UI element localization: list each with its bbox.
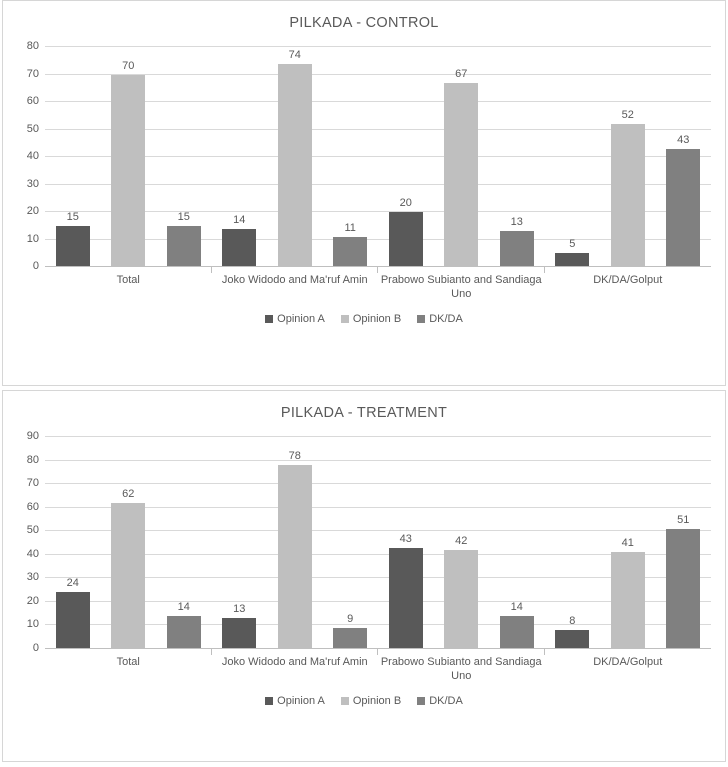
bar-slot [156,437,211,649]
bar-slot [434,47,489,267]
bar-value-label: 13 [510,216,523,229]
bar-group [212,47,379,267]
bar-group [378,47,545,267]
bar-slot [45,47,100,267]
bar-slot [212,437,267,649]
y-axis-tick-label: 80 [26,40,39,52]
bar-slot [156,47,211,267]
bar-group [212,437,379,649]
bar [666,133,700,267]
y-axis-tick-label: 20 [26,594,39,607]
x-axis-line [45,266,711,267]
legend-swatch-icon [417,697,425,705]
bar [167,210,201,267]
category-labels-treatment [45,651,711,689]
bar-slot [489,437,544,649]
bar [611,537,645,649]
y-axis-tick-label: 50 [26,122,39,135]
bar-slot [489,47,544,267]
bar-group [45,437,212,649]
bar [111,59,145,268]
bar-groups-control [45,47,711,267]
legend-label: Opinion A [277,313,325,325]
x-axis-line [45,648,711,649]
category-label: Prabowo Subianto and Sandiaga Uno [380,656,542,682]
bar-slot [434,437,489,649]
plot-area-control [3,37,725,307]
y-axis-tick-label: 90 [26,430,39,442]
bar-value-label: 9 [347,612,354,625]
y-axis-tick-label: 40 [26,150,39,162]
bar-slot [655,47,710,267]
bar-slot [600,47,655,267]
category-label: Total [116,656,140,668]
bar-groups-treatment [45,437,711,649]
category-label: Joko Widodo and Ma'ruf Amin [221,656,368,668]
y-axis-tick-label: 30 [26,177,39,190]
category-label: DK/DA/Golput [593,656,663,668]
bar [555,615,589,649]
y-axis-tick-label: 10 [26,618,39,631]
bar [444,67,478,267]
bar [278,48,312,268]
y-axis-tick-label: 60 [26,95,39,107]
bar-value-label: 52 [621,109,634,121]
bar-value-label: 11 [344,221,356,234]
bar [500,601,534,649]
legend-label: DK/DA [429,695,463,707]
legend-item[interactable] [341,313,401,325]
y-axis-tick-label: 30 [26,571,39,584]
bar [167,601,201,649]
chart-title-treatment: PILKADA - TREATMENT [280,405,448,421]
bar [333,612,367,649]
legend-control [3,313,725,325]
bar-slot [267,47,322,267]
bar-value-label: 70 [122,59,135,72]
bar-value-label: 14 [233,213,246,226]
y-axis-tick-label: 10 [26,232,39,245]
chart-card-control [2,0,726,386]
bar [611,109,645,267]
legend-item[interactable] [265,695,325,707]
bar [389,532,423,649]
bar-group [545,437,712,649]
y-axis-tick-label: 70 [26,67,39,80]
bar-slot [45,437,100,649]
category-label: Total [116,274,140,286]
y-axis-tick-label: 80 [26,453,39,466]
y-axis-tick-label: 0 [32,260,39,272]
category-label: DK/DA/Golput [593,274,663,286]
category-label: Prabowo Subianto and Sandiaga Uno [380,274,542,300]
bar-slot [545,47,600,267]
bar [444,535,478,649]
legend-item[interactable] [265,313,325,325]
bar-slot [101,47,156,267]
bar-slot [322,47,377,267]
bar-slot [322,437,377,649]
bar-value-label: 14 [510,601,523,614]
legend-label: Opinion B [352,695,402,707]
bar-slot [378,47,433,267]
y-axis-tick-label: 70 [26,477,39,490]
legend-swatch-icon [265,697,273,705]
bar-group [378,437,545,649]
y-axis-tick-label: 20 [26,205,39,217]
bar-value-label: 41 [621,537,634,550]
bar [56,577,90,649]
bar [500,216,534,267]
plot-area-treatment [3,427,725,689]
bar-slot [378,437,433,649]
bar [56,210,90,267]
bar-value-label: 5 [569,238,576,251]
bar-value-label: 14 [177,601,190,614]
y-axis-tick-label: 50 [26,524,39,537]
bar-value-label: 43 [677,133,690,146]
legend-treatment [3,695,725,707]
bar-value-label: 24 [66,577,79,590]
bar [278,450,312,649]
axis-area-treatment [26,430,711,654]
bar-value-label: 51 [677,513,690,526]
category-label: Joko Widodo and Ma'ruf Amin [221,274,368,286]
bar-value-label: 67 [455,67,468,80]
bar-value-label: 15 [177,210,190,223]
legend-item[interactable] [417,695,463,707]
legend-label: DK/DA [429,313,463,325]
bar [389,197,423,267]
bar [111,487,145,649]
bar-slot [212,47,267,267]
bar-slot [545,437,600,649]
bar-value-label: 43 [399,532,412,545]
bar-value-label: 42 [455,535,468,548]
legend-swatch-icon [341,315,349,323]
bar-value-label: 8 [569,615,576,628]
bar-group [45,47,212,267]
bar-slot [655,437,710,649]
bar [555,238,589,267]
category-labels-control [45,269,711,307]
bar-slot [101,437,156,649]
legend-swatch-icon [417,315,425,323]
y-axis-tick-label: 40 [26,547,39,560]
bar-slot [267,437,322,649]
bar [222,213,256,268]
legend-label: Opinion A [277,695,325,707]
legend-swatch-icon [265,315,273,323]
bar-value-label: 78 [288,450,301,463]
bar [333,221,367,267]
bar [666,513,700,649]
axis-area-control [26,40,711,272]
bar-value-label: 62 [122,487,135,500]
y-axis-tick-label: 0 [32,642,39,654]
bar-value-label: 74 [288,48,301,61]
legend-label: Opinion B [352,313,402,325]
y-axis-tick-label: 60 [26,500,39,513]
legend-item[interactable] [341,695,401,707]
legend-swatch-icon [341,697,349,705]
bar-slot [600,437,655,649]
bar-group [545,47,712,267]
legend-item[interactable] [417,313,463,325]
bar-value-label: 20 [399,197,412,209]
chart-card-treatment [2,390,726,762]
chart-title-control: PILKADA - CONTROL [289,15,439,31]
bar-value-label: 13 [233,603,246,616]
bar [222,603,256,649]
bar-value-label: 15 [66,210,79,223]
